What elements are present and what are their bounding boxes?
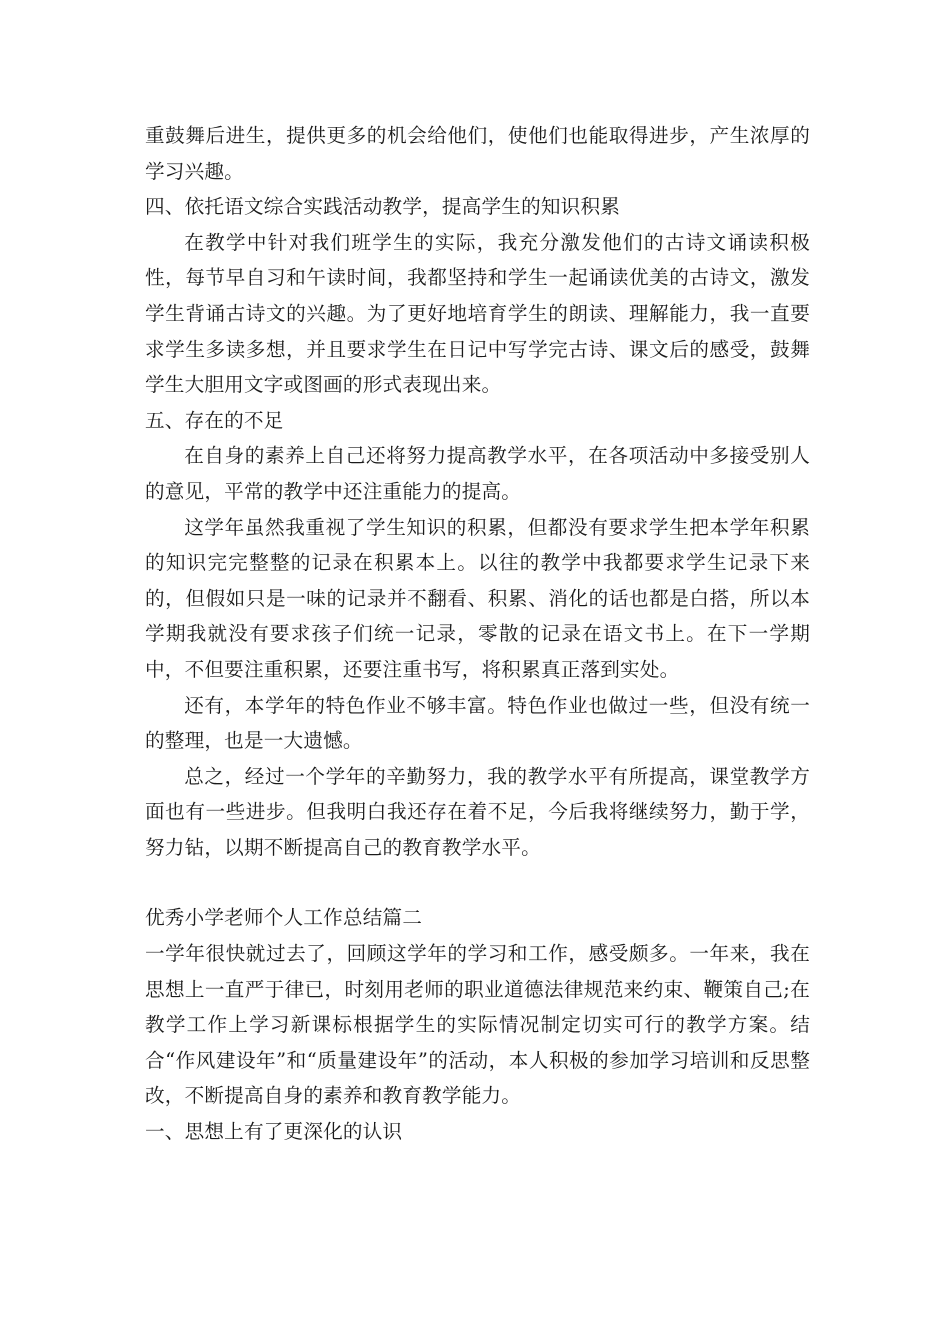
document-body — [145, 118, 810, 1150]
paragraph-conclusion: 总之，经过一个学年的辛勤努力，我的教学水平有所提高，课堂教学方面也有一些进步。但我明白我还存在着不足，今后我将继续努力，勤于学，努力钻，以期不断提高自己的教育教学水平。 — [145, 764, 810, 859]
paragraph-year-review: 一学年很快就过去了，回顾这学年的学习和工作，感受颇多。一年来，我在思想上一直严于律已，时刻用老师的职业道德法律规范来约束、鞭策自己;在教学工作上学习新课标根据学生的实际情况制定切实可行的教学方案。结合“作风建设年”和“质量建设年”的活动，本人积极的参加学习培训和反思整改，不断提高自身的素养和教育教学能力。 — [145, 942, 810, 1108]
article-title-part-two: 优秀小学老师个人工作总结篇二 — [145, 906, 423, 930]
paragraph-self-improvement: 在自身的素养上自己还将努力提高教学水平，在各项活动中多接受别人的意见，平常的教学中还注重能力的提高。 — [145, 444, 810, 503]
paragraph-special-homework: 还有，本学年的特色作业不够丰富。特色作业也做过一些，但没有统一的整理，也是一大遗憾。 — [145, 693, 810, 753]
section-heading-one: 一、思想上有了更深化的认识 — [145, 1120, 403, 1144]
section-gap — [145, 865, 810, 900]
section-heading-five: 五、存在的不足 — [145, 408, 284, 432]
paragraph-ancient-poetry: 在教学中针对我们班学生的实际，我充分激发他们的古诗文诵读积极性，每节早自习和午读时间，我都坚持和学生一起诵读优美的古诗文，激发学生背诵古诗文的兴趣。为了更好地培育学生的朗读、理解能力，我一直要求学生多读多想，并且要求学生在日记中写学完古诗、课文后的感受，鼓舞学生大胆用文字或图画的形式表现出来。 — [145, 230, 810, 397]
paragraph-knowledge-accumulation: 这学年虽然我重视了学生知识的积累，但都没有要求学生把本学年积累的知识完完整整的记录在积累本上。以往的教学中我都要求学生记录下来的，但假如只是一味的记录并不翻看、积累、消化的话也都是白搭，所以本学期我就没有要求孩子们统一记录，零散的记录在语文书上。在下一学期中，不但要注重积累，还要注重书写，将积累真正落到实处。 — [145, 515, 810, 681]
section-heading-four: 四、依托语文综合实践活动教学，提高学生的知识积累 — [145, 195, 621, 219]
paragraph-continuation: 重鼓舞后进生，提供更多的机会给他们，使他们也能取得进步，产生浓厚的学习兴趣。 — [145, 124, 810, 183]
